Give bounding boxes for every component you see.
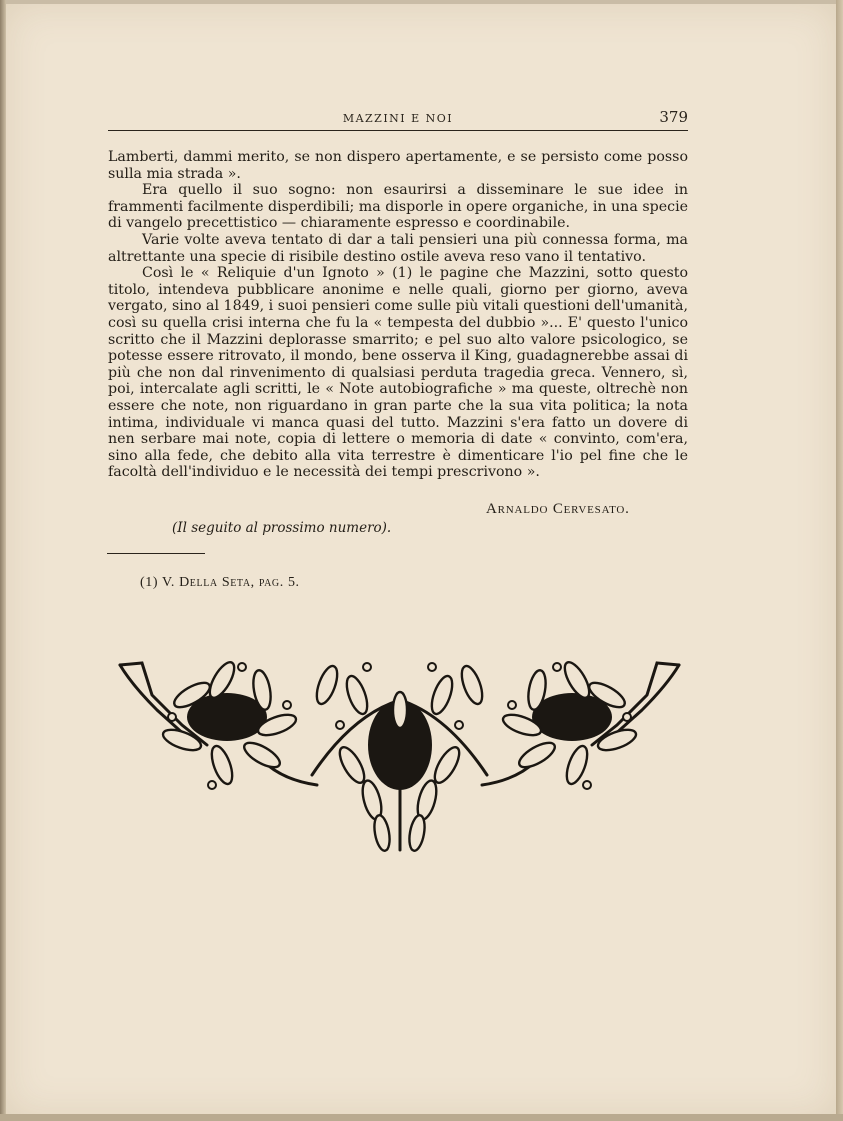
footnote: (1) V. Della Seta, pag. 5. <box>140 575 300 590</box>
page-edge-bottom <box>0 1114 843 1121</box>
page-edge-right <box>836 0 843 1121</box>
laurel-garland-icon <box>112 655 687 860</box>
page-number: 379 <box>659 108 688 126</box>
continued-note: (Il seguito al prossimo numero). <box>172 520 392 536</box>
running-title: MAZZINI E NOI <box>342 112 454 125</box>
paragraph: Varie volte aveva tentato di dar a tali pensieri una più connessa forma, ma altrettante una specie di risibile destino ostile aveva reso vano il tentativo. <box>108 231 688 265</box>
paragraph: Così le « Reliquie d'un Ignoto » (1) le pagine che Mazzini, sotto questo titolo, intendeva pubblicare anonime e nelle quali, giorno per giorno, aveva vergato, sino al 1849, i suoi pensieri come sulle più vitali questioni dell'umanità, così su quella crisi interna che fu la « tempesta del dubbio »... E' questo l'unico scritto che il Mazzini deplorasse smarrito; e pel suo alto valore psicologico, se potesse essere ritrovato, il mondo, bene osserva il King, guadagnerebbe assai di più che non dal rinvenimento di qualsiasi perduta tragedia greca. Vennero, sì, poi, intercalate agli scritti, le « Note autobiografiche » ma queste, oltrechè non essere che note, non riguardano in gran parte che la sua vita politica; la nota intima, individuale vi manca quasi del tutto. Mazzini s'era fatto un dovere di nen serbare mai note, copia di lettere o memoria di date « convinto, com'era, sino alla fede, che debito alla vita terrestre è dimenticare l'io pel fine che le facoltà dell'individuo e le necessità dei tempi prescrivono ». <box>108 265 688 481</box>
footnote-rule <box>107 553 205 554</box>
paragraph: Lamberti, dammi merito, se non dispero apertamente, e se persisto come posso sulla mia strada ». <box>108 149 688 182</box>
author-signature: Arnaldo Cervesato. <box>486 501 630 517</box>
article-body <box>108 149 688 481</box>
paragraph: Era quello il suo sogno: non esaurirsi a disseminare le sue idee in frammenti facilmente disperdibili; ma disporle in opere organiche, in una specie di vangelo precettistico — chiaramente espresso e coordinabile. <box>108 182 688 232</box>
running-head <box>108 108 688 131</box>
